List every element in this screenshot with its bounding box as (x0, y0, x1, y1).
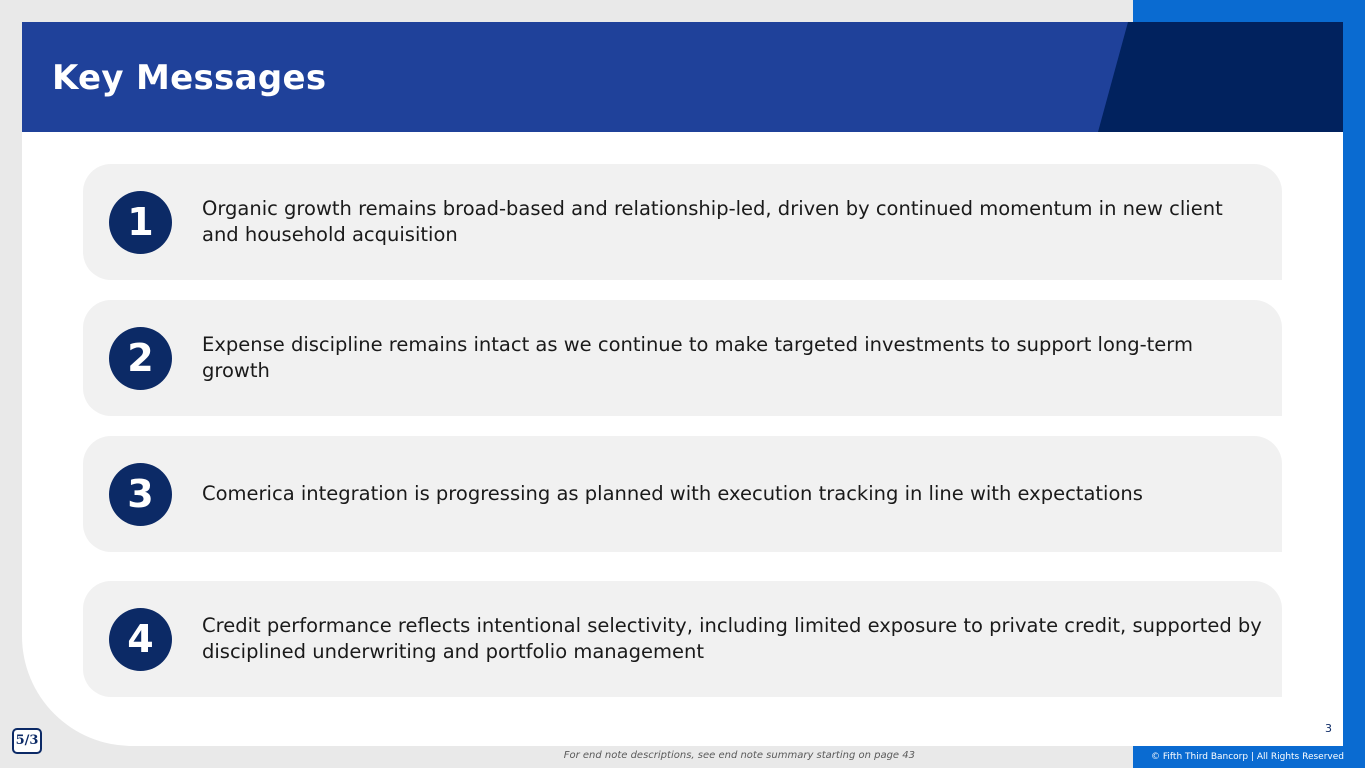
message-card-2 (83, 300, 1282, 416)
header-band (22, 22, 1343, 132)
message-text-3: Comerica integration is progressing as planned with execution tracking in line with expectations (202, 482, 1143, 505)
message-text-4: Credit performance reflects intentional selectivity, including limited exposure to private credit, supported by disciplined underwriting and portfolio management (202, 614, 1262, 663)
message-text-1: Organic growth remains broad-based and relationship-led, driven by continued momentum in new client and household acquisition (202, 197, 1223, 246)
message-card-1 (83, 164, 1282, 280)
copyright-notice: © Fifth Third Bancorp | All Rights Reserved (1151, 752, 1344, 762)
endnote-reference: For end note descriptions, see end note summary starting on page 43 (563, 750, 915, 761)
header-accent (1098, 22, 1343, 132)
page-title: Key Messages (52, 58, 327, 98)
number-badge-1: 1 (109, 191, 172, 254)
number-badge-2: 2 (109, 327, 172, 390)
page-number: 3 (1325, 722, 1332, 735)
number-badge-4: 4 (109, 608, 172, 671)
message-card-4 (83, 581, 1282, 697)
fifth-third-logo-icon: 5/3 (12, 728, 42, 754)
message-card-3 (83, 436, 1282, 552)
message-text-2: Expense discipline remains intact as we continue to make targeted investments to support long-term growth (202, 333, 1193, 382)
number-badge-3: 3 (109, 463, 172, 526)
